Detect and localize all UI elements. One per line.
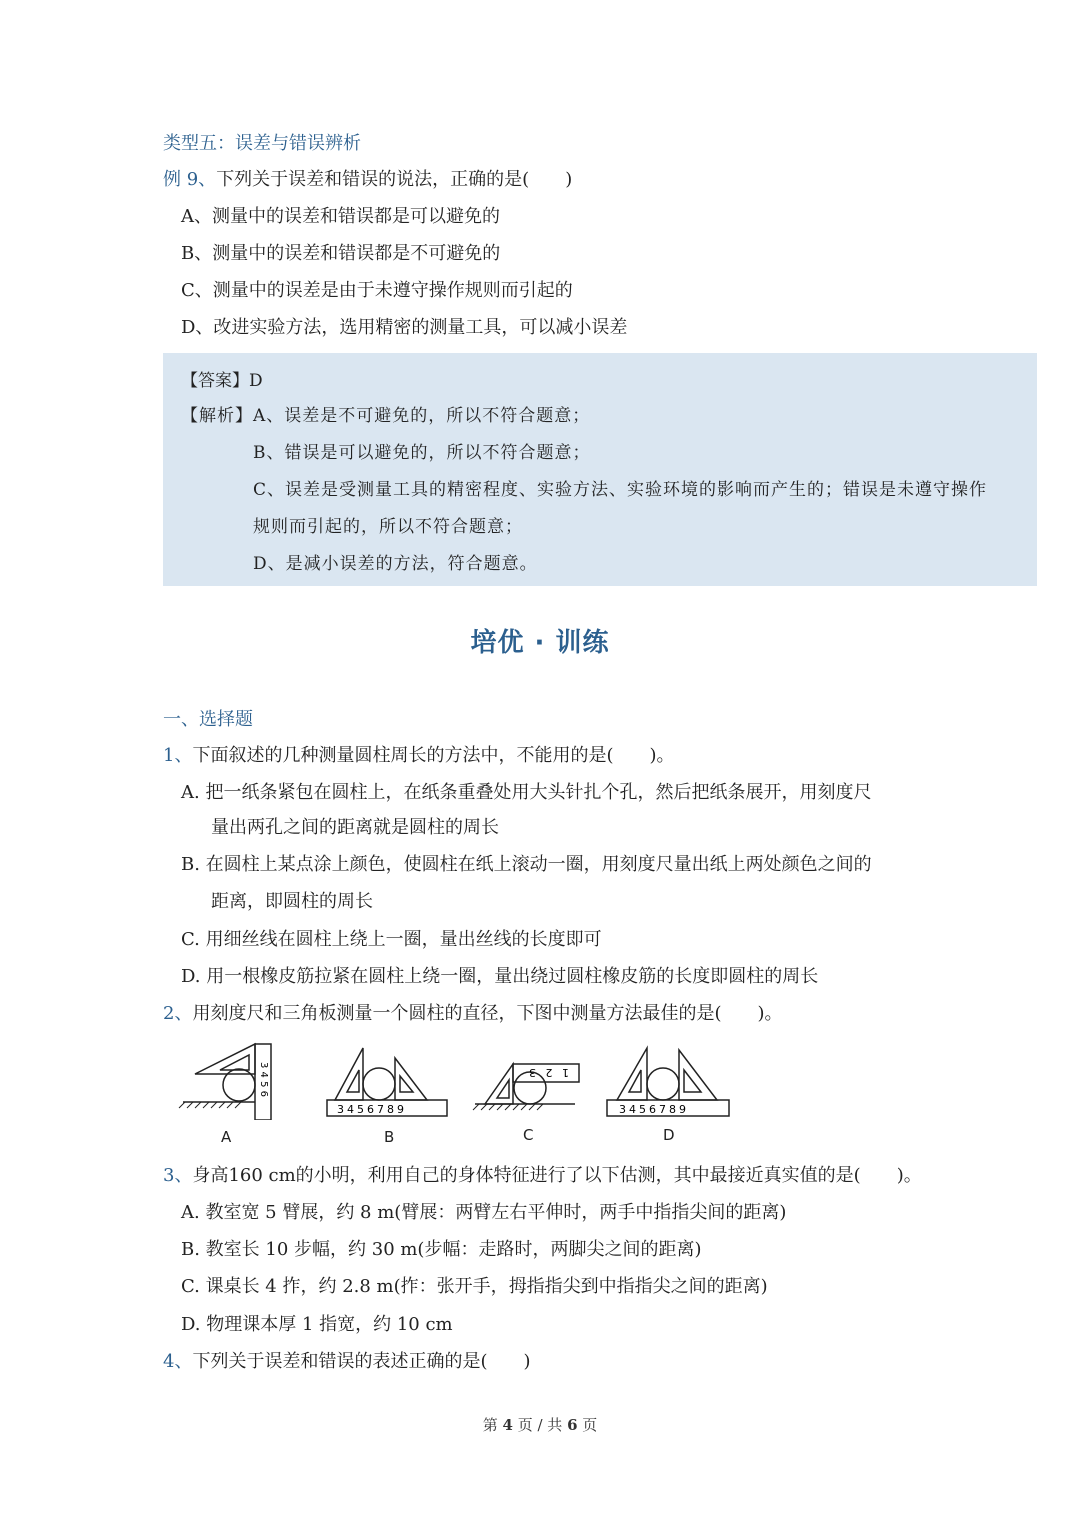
- ruler-a-ticks: 3 4 5 6: [258, 1062, 269, 1097]
- example-label: 例 9、: [163, 169, 217, 190]
- example9-option-b: B、测量中的误差和错误都是不可避免的: [181, 243, 501, 264]
- q3-question: [163, 1164, 922, 1188]
- figure-label-a: A: [221, 1128, 232, 1146]
- q1-number: 1、: [163, 745, 193, 766]
- q3-option-b: B. 教室长 10 步幅，约 30 m(步幅：走路时，两脚尖之间的距离): [181, 1239, 702, 1260]
- example9-option-d: D、改进实验方法，选用精密的测量工具，可以减小误差: [181, 317, 628, 338]
- analysis-line-c: C、误差是受测量工具的精密程度、实验方法、实验环境的影响而产生的；错误是未遵守操作: [253, 480, 988, 500]
- q1-option-b: B. 在圆柱上某点涂上颜色，使圆柱在纸上滚动一圈，用刻度尺量出纸上两处颜色之间的: [181, 854, 872, 875]
- figure-label-c: C: [523, 1126, 534, 1144]
- q4-text: 下列关于误差和错误的表述正确的是( ): [192, 1351, 531, 1372]
- footer-prefix: 第: [482, 1416, 498, 1434]
- analysis-label: 【解析】: [181, 406, 253, 426]
- q3-option-c: C. 课桌长 4 拃，约 2.8 m(拃：张开手，拇指指尖到中指指尖之间的距离): [181, 1276, 768, 1297]
- q1-text: 下面叙述的几种测量圆柱周长的方法中，不能用的是( )。: [192, 745, 675, 766]
- q1-option-c: C. 用细丝线在圆柱上绕上一圈，量出丝线的长度即可: [181, 929, 602, 950]
- figure-label-d: D: [663, 1126, 675, 1144]
- example9-option-c: C、测量中的误差是由于未遵守操作规则而引起的: [181, 280, 573, 301]
- example9-option-a: A、测量中的误差和错误都是可以避免的: [181, 206, 500, 227]
- q2-figure: [175, 1040, 745, 1120]
- example9-question: [163, 168, 572, 192]
- q3-text: 身高160 cm的小明，利用自己的身体特征进行了以下估测，其中最接近真实值的是( )。: [192, 1165, 922, 1186]
- footer-page-number: 4: [502, 1416, 513, 1434]
- q2-question: [163, 1002, 783, 1026]
- q3-number: 3、: [163, 1165, 193, 1186]
- answer-line: 【答案】D: [181, 371, 263, 391]
- footer-middle: 页 / 共: [517, 1416, 563, 1434]
- q4-number: 4、: [163, 1351, 193, 1372]
- q1-option-d: D. 用一根橡皮筋拉紧在圆柱上绕一圈，量出绕过圆柱橡皮筋的长度即圆柱的周长: [181, 966, 819, 987]
- q1-option-a: A. 把一纸条紧包在圆柱上，在纸条重叠处用大头针扎个孔，然后把纸条展开，用刻度尺: [181, 782, 872, 803]
- q3-option-d: D. 物理课本厚 1 指宽，约 10 cm: [181, 1314, 453, 1335]
- q1-option-a-cont: 量出两孔之间的距离就是圆柱的周长: [211, 817, 499, 838]
- example-question-text: 下列关于误差和错误的说法，正确的是( ): [216, 169, 573, 190]
- q1-option-b-cont: 距离，即圆柱的周长: [211, 891, 373, 912]
- choice-heading: 一、选择题: [163, 709, 253, 730]
- page-footer: [0, 1414, 1080, 1435]
- analysis-line-c-cont: 规则而引起的，所以不符合题意；: [253, 517, 523, 537]
- analysis-line-d: D、是减小误差的方法，符合题意。: [253, 554, 538, 574]
- type5-heading: 类型五：误差与错误辨析: [163, 133, 361, 154]
- ruler-b-ticks: 3456789: [337, 1103, 407, 1116]
- analysis-line-b: B、错误是可以避免的，所以不符合题意；: [253, 443, 591, 463]
- footer-total-pages: 6: [567, 1416, 578, 1434]
- figure-a: [179, 1044, 271, 1120]
- section-title: 培优 · 训练: [470, 628, 610, 658]
- q2-number: 2、: [163, 1003, 193, 1024]
- ruler-c-ticks: 1 2 3: [526, 1066, 569, 1079]
- figure-label-b: B: [384, 1128, 395, 1146]
- q2-text: 用刻度尺和三角板测量一个圆柱的直径，下图中测量方法最佳的是( )。: [192, 1003, 783, 1024]
- ruler-d-ticks: 3456789: [619, 1103, 689, 1116]
- q4-question: [163, 1350, 531, 1374]
- analysis-line-a: A、误差是不可避免的，所以不符合题意；: [253, 406, 591, 426]
- q3-option-a: A. 教室宽 5 臂展，约 8 m(臂展：两臂左右平伸时，两手中指指尖间的距离): [181, 1202, 787, 1223]
- footer-suffix: 页: [582, 1416, 598, 1434]
- q1-question: [163, 744, 675, 768]
